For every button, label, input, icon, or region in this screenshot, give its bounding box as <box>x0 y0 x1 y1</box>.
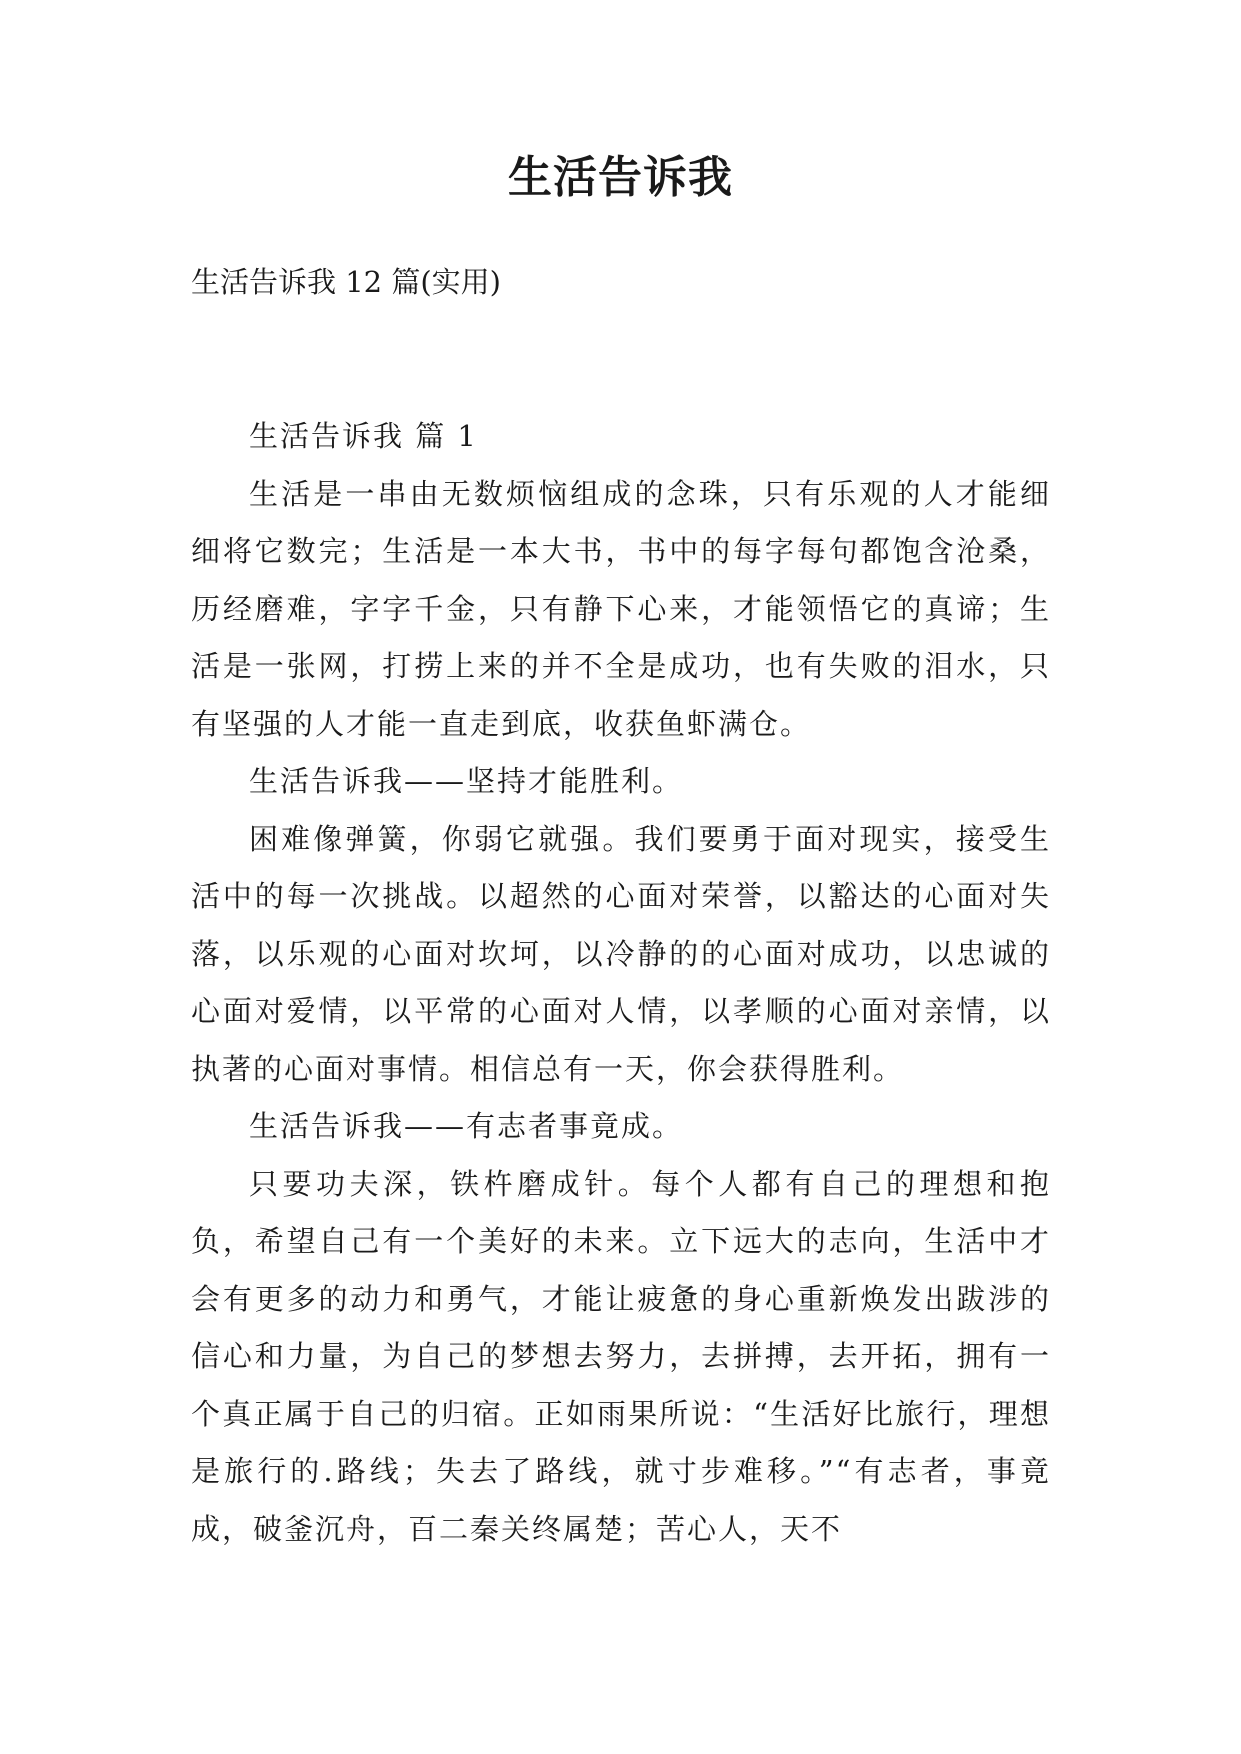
body-paragraph: 只要功夫深，铁杵磨成针。每个人都有自己的理想和抱负，希望自己有一个美好的未来。立下远大的志向，生活中才会有更多的动力和勇气，才能让疲惫的身心重新焕发出跋涉的信心和力量，为自己的梦想去努力，去拼搏，去开拓，拥有一个真正属于自己的归宿。正如雨果所说：“生活好比旅行，理想是旅行的.路线；失去了路线，就寸步难移。”“有志者，事竟成，破釜沉舟，百二秦关终属楚；苦心人，天不 <box>191 1166 1051 1546</box>
body-paragraph: 生活告诉我——有志者事竟成。 <box>249 1109 684 1143</box>
document-subtitle: 生活告诉我 12 篇(实用) <box>191 265 501 299</box>
section-heading: 生活告诉我 篇 1 <box>249 419 478 453</box>
body-paragraph: 生活是一串由无数烦恼组成的念珠，只有乐观的人才能细细将它数完；生活是一本大书，书中的每字每句都饱含沧桑，历经磨难，字字千金，只有静下心来，才能领悟它的真谛；生活是一张网，打捞上来的并不全是成功，也有失败的泪水，只有坚强的人才能一直走到底，收获鱼虾满仓。 <box>191 476 1051 741</box>
body-paragraph: 困难像弹簧，你弱它就强。我们要勇于面对现实，接受生活中的每一次挑战。以超然的心面对荣誉，以豁达的心面对失落，以乐观的心面对坎坷，以冷静的的心面对成功，以忠诚的心面对爱情，以平常的心面对人情，以孝顺的心面对亲情，以执著的心面对事情。相信总有一天，你会获得胜利。 <box>191 821 1051 1086</box>
document-title: 生活告诉我 <box>508 152 733 203</box>
document-body <box>191 408 1051 1558</box>
body-paragraph: 生活告诉我——坚持才能胜利。 <box>249 764 684 798</box>
